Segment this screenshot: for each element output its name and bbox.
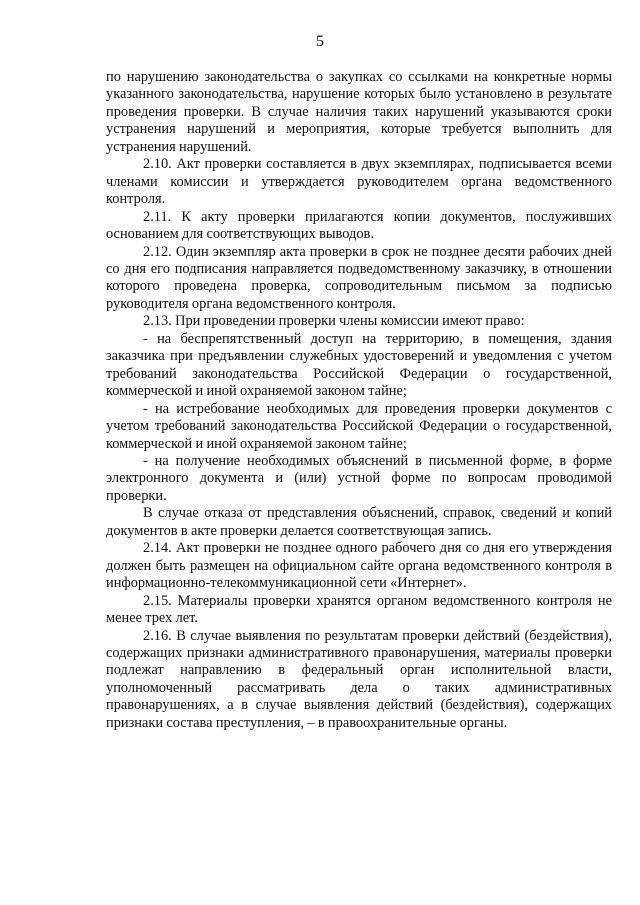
paragraph-continuation: по нарушению законодательства о закупках со ссылками на конкретные нормы указанного законодательства, нарушение которых было установлено в результате проведения проверки. В случае наличия таких нарушений указываются сроки устранения нарушений и мероприятия, которые требуется выполнить для устранения нарушений. — [106, 69, 612, 155]
paragraph-2-13: 2.13. При проведении проверки члены комиссии имеют право: — [143, 313, 525, 330]
list-item-access-right: - на беспрепятственный доступ на территорию, в помещения, здания заказчика при предъявлении служебных удостоверений и уведомления с учетом требований законодательства Российской Федерации о государственной, коммерческой и иной охраняемой законом тайне; — [106, 330, 612, 400]
list-item-explanations-right: - на получение необходимых объяснений в письменной форме, в форме электронного документа и (или) устной форме по вопросам проводимой проверки. — [106, 452, 612, 504]
paragraph-2-16: 2.16. В случае выявления по результатам проверки действий (бездействия), содержащих признаки административного правонарушения, материалы проверки подлежат направлению в федеральный орган исполнительной власти, уполномоченный рассматривать дела о таких административных правонарушениях, а в случае выявления действий (бездействия), содержащих признаки состава преступления, – в правоохранительные органы. — [106, 627, 612, 731]
list-item-documents-right: - на истребование необходимых для проведения проверки документов с учетом требований законодательства Российской Федерации о государственной, коммерческой и иной охраняемой законом тайне; — [106, 400, 612, 452]
paragraph-2-10: 2.10. Акт проверки составляется в двух экземплярах, подписывается всеми членами комиссии и утверждается руководителем органа ведомственного контроля. — [106, 156, 612, 208]
page-number: 5 — [316, 33, 324, 50]
document-body — [106, 69, 612, 732]
paragraph-2-15: 2.15. Материалы проверки хранятся органом ведомственного контроля не менее трех лет. — [106, 592, 612, 627]
paragraph-refusal-record: В случае отказа от представления объяснений, справок, сведений и копий документов в акте проверки делается соответствующая запись. — [106, 505, 612, 539]
paragraph-2-12: 2.12. Один экземпляр акта проверки в срок не позднее десяти рабочих дней со дня его подписания направляется подведомственному заказчику, в отношении которого проведена проверка, сопроводительным письмом за подписью руководителя органа ведомственного контроля. — [106, 243, 612, 312]
paragraph-2-11: 2.11. К акту проверки прилагаются копии документов, послуживших основанием для соответствующих выводов. — [106, 208, 612, 243]
paragraph-2-14: 2.14. Акт проверки не позднее одного рабочего дня со дня его утверждения должен быть размещен на официальном сайте органа ведомственного контроля в информационно-телекоммуникационной сети «Интернет». — [106, 540, 612, 592]
